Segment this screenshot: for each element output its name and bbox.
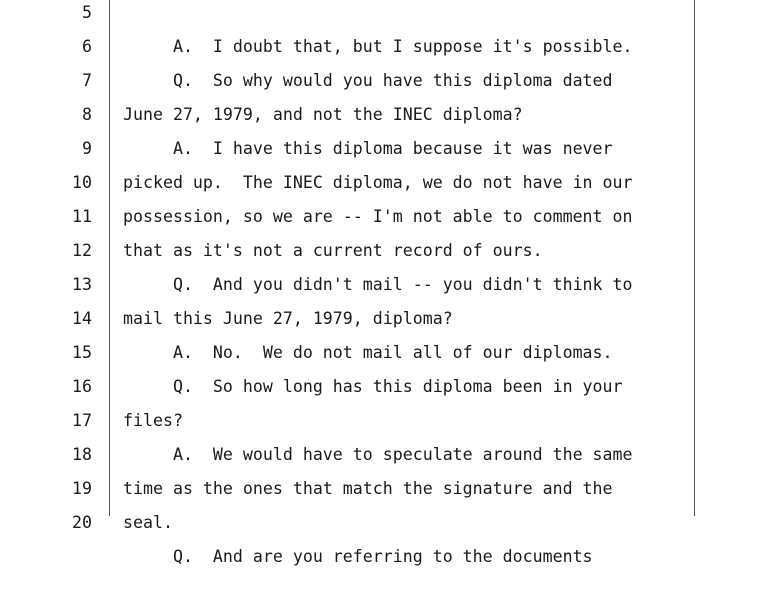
line-text: June 27, 1979, and not the INEC diploma? bbox=[123, 105, 523, 124]
line-number: 9 bbox=[82, 139, 92, 158]
line-text: seal. bbox=[123, 513, 173, 532]
line-number: 7 bbox=[82, 71, 92, 90]
line-number: 10 bbox=[72, 173, 92, 192]
line-text: A. We would have to speculate around the same bbox=[123, 445, 633, 464]
line-number: 19 bbox=[72, 479, 92, 498]
line-text: Q. And are you referring to the documents bbox=[123, 547, 593, 566]
line-number: 17 bbox=[72, 411, 92, 430]
line-number: 20 bbox=[72, 513, 92, 532]
line-text: Q. And you didn't mail -- you didn't think to bbox=[123, 275, 633, 294]
line-number: 14 bbox=[72, 309, 92, 328]
line-number: 5 bbox=[82, 3, 92, 22]
line-text: Q. So how long has this diploma been in your bbox=[123, 377, 623, 396]
line-text: A. I doubt that, but I suppose it's possible. bbox=[123, 37, 633, 56]
line-text: picked up. The INEC diploma, we do not have in our bbox=[123, 173, 633, 192]
line-text: Q. So why would you have this diploma dated bbox=[123, 71, 613, 90]
line-text: A. No. We do not mail all of our diplomas. bbox=[123, 343, 613, 362]
line-number: 13 bbox=[72, 275, 92, 294]
line-number: 8 bbox=[82, 105, 92, 124]
line-number: 12 bbox=[72, 241, 92, 260]
line-number: 15 bbox=[72, 343, 92, 362]
line-number: 6 bbox=[82, 37, 92, 56]
line-number: 18 bbox=[72, 445, 92, 464]
line-text: that as it's not a current record of ours. bbox=[123, 241, 543, 260]
line-number: 16 bbox=[72, 377, 92, 396]
line-number: 11 bbox=[72, 207, 92, 226]
line-text: time as the ones that match the signature and the bbox=[123, 479, 613, 498]
line-text: files? bbox=[123, 411, 183, 430]
line-text: A. I have this diploma because it was never bbox=[123, 139, 613, 158]
line-text: possession, so we are -- I'm not able to comment on bbox=[123, 207, 633, 226]
line-text: mail this June 27, 1979, diploma? bbox=[123, 309, 453, 328]
